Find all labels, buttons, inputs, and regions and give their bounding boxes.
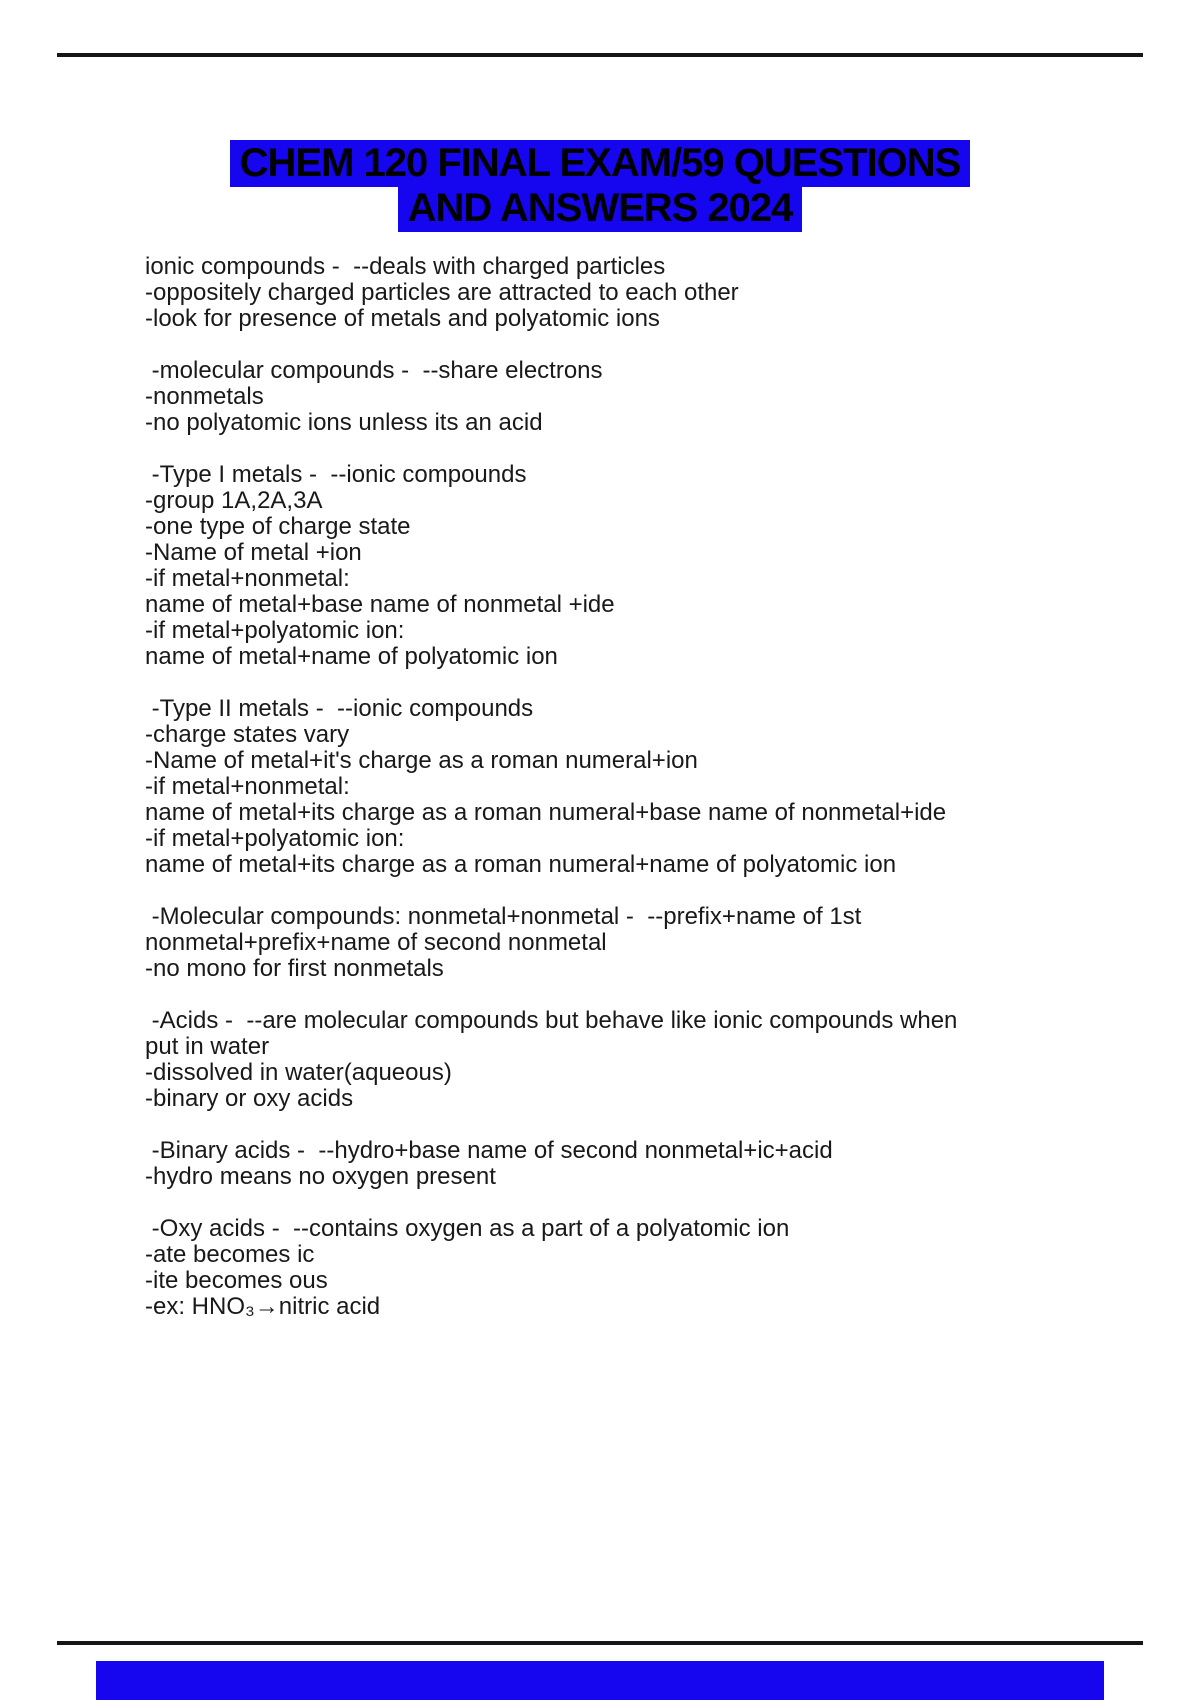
body-line: -nonmetals (145, 383, 264, 410)
blank-line (145, 1112, 1120, 1138)
body-line: -if metal+nonmetal: (145, 773, 350, 800)
document-body (145, 254, 1120, 1320)
body-line: -dissolved in water(aqueous) (145, 1059, 452, 1086)
body-line: -Type II metals - --ionic compounds (145, 695, 534, 722)
body-line: name of metal+name of polyatomic ion (145, 643, 558, 670)
body-line: -no polyatomic ions unless its an acid (145, 409, 543, 436)
body-line: name of metal+its charge as a roman numeral+base name of nonmetal+ide (145, 799, 947, 826)
body-line: -Binary acids - --hydro+base name of second nonmetal+ic+acid (145, 1137, 833, 1164)
body-line: nonmetal+prefix+name of second nonmetal (145, 929, 607, 956)
page-title-line-1: CHEM 120 FINAL EXAM/59 QUESTIONS (230, 140, 971, 187)
body-line: -one type of charge state (145, 513, 411, 540)
body-line: -if metal+nonmetal: (145, 565, 350, 592)
body-line: -look for presence of metals and polyatomic ions (145, 305, 660, 332)
body-line: -binary or oxy acids (145, 1085, 354, 1112)
body-line: name of metal+base name of nonmetal +ide (145, 591, 615, 618)
page-title-line-2: AND ANSWERS 2024 (398, 185, 803, 232)
blank-line (145, 436, 1120, 462)
body-line: -hydro means no oxygen present (145, 1163, 496, 1190)
blank-line (145, 878, 1120, 904)
body-line: -if metal+polyatomic ion: (145, 617, 405, 644)
body-line: -Molecular compounds: nonmetal+nonmetal - --prefix+name of 1st (145, 903, 862, 930)
body-line: -Name of metal+it's charge as a roman numeral+ion (145, 747, 698, 774)
body-line: -ate becomes ic (145, 1241, 315, 1268)
body-line: -Oxy acids - --contains oxygen as a part of a polyatomic ion (145, 1215, 790, 1242)
body-line: -molecular compounds - --share electrons (145, 357, 603, 384)
body-line: ionic compounds - --deals with charged particles (145, 253, 666, 280)
bottom-rule (57, 1641, 1143, 1645)
body-line: -Type I metals - --ionic compounds (145, 461, 527, 488)
blank-line (145, 982, 1120, 1008)
body-line: -no mono for first nonmetals (145, 955, 444, 982)
top-rule (57, 53, 1143, 57)
body-line: -ex: HNO₃→nitric acid (145, 1293, 381, 1320)
page-title (0, 141, 1200, 231)
body-line: -group 1A,2A,3A (145, 487, 323, 514)
body-line: name of metal+its charge as a roman numeral+name of polyatomic ion (145, 851, 897, 878)
blank-line (145, 1190, 1120, 1216)
body-line: -Name of metal +ion (145, 539, 362, 566)
body-line: -oppositely charged particles are attracted to each other (145, 279, 739, 306)
body-line: put in water (145, 1033, 270, 1060)
blank-line (145, 332, 1120, 358)
body-line: -ite becomes ous (145, 1267, 328, 1294)
body-line: -Acids - --are molecular compounds but behave like ionic compounds when (145, 1007, 958, 1034)
blank-line (145, 670, 1120, 696)
body-line: -if metal+polyatomic ion: (145, 825, 405, 852)
next-page-highlight-bar (96, 1661, 1104, 1700)
body-line: -charge states vary (145, 721, 350, 748)
